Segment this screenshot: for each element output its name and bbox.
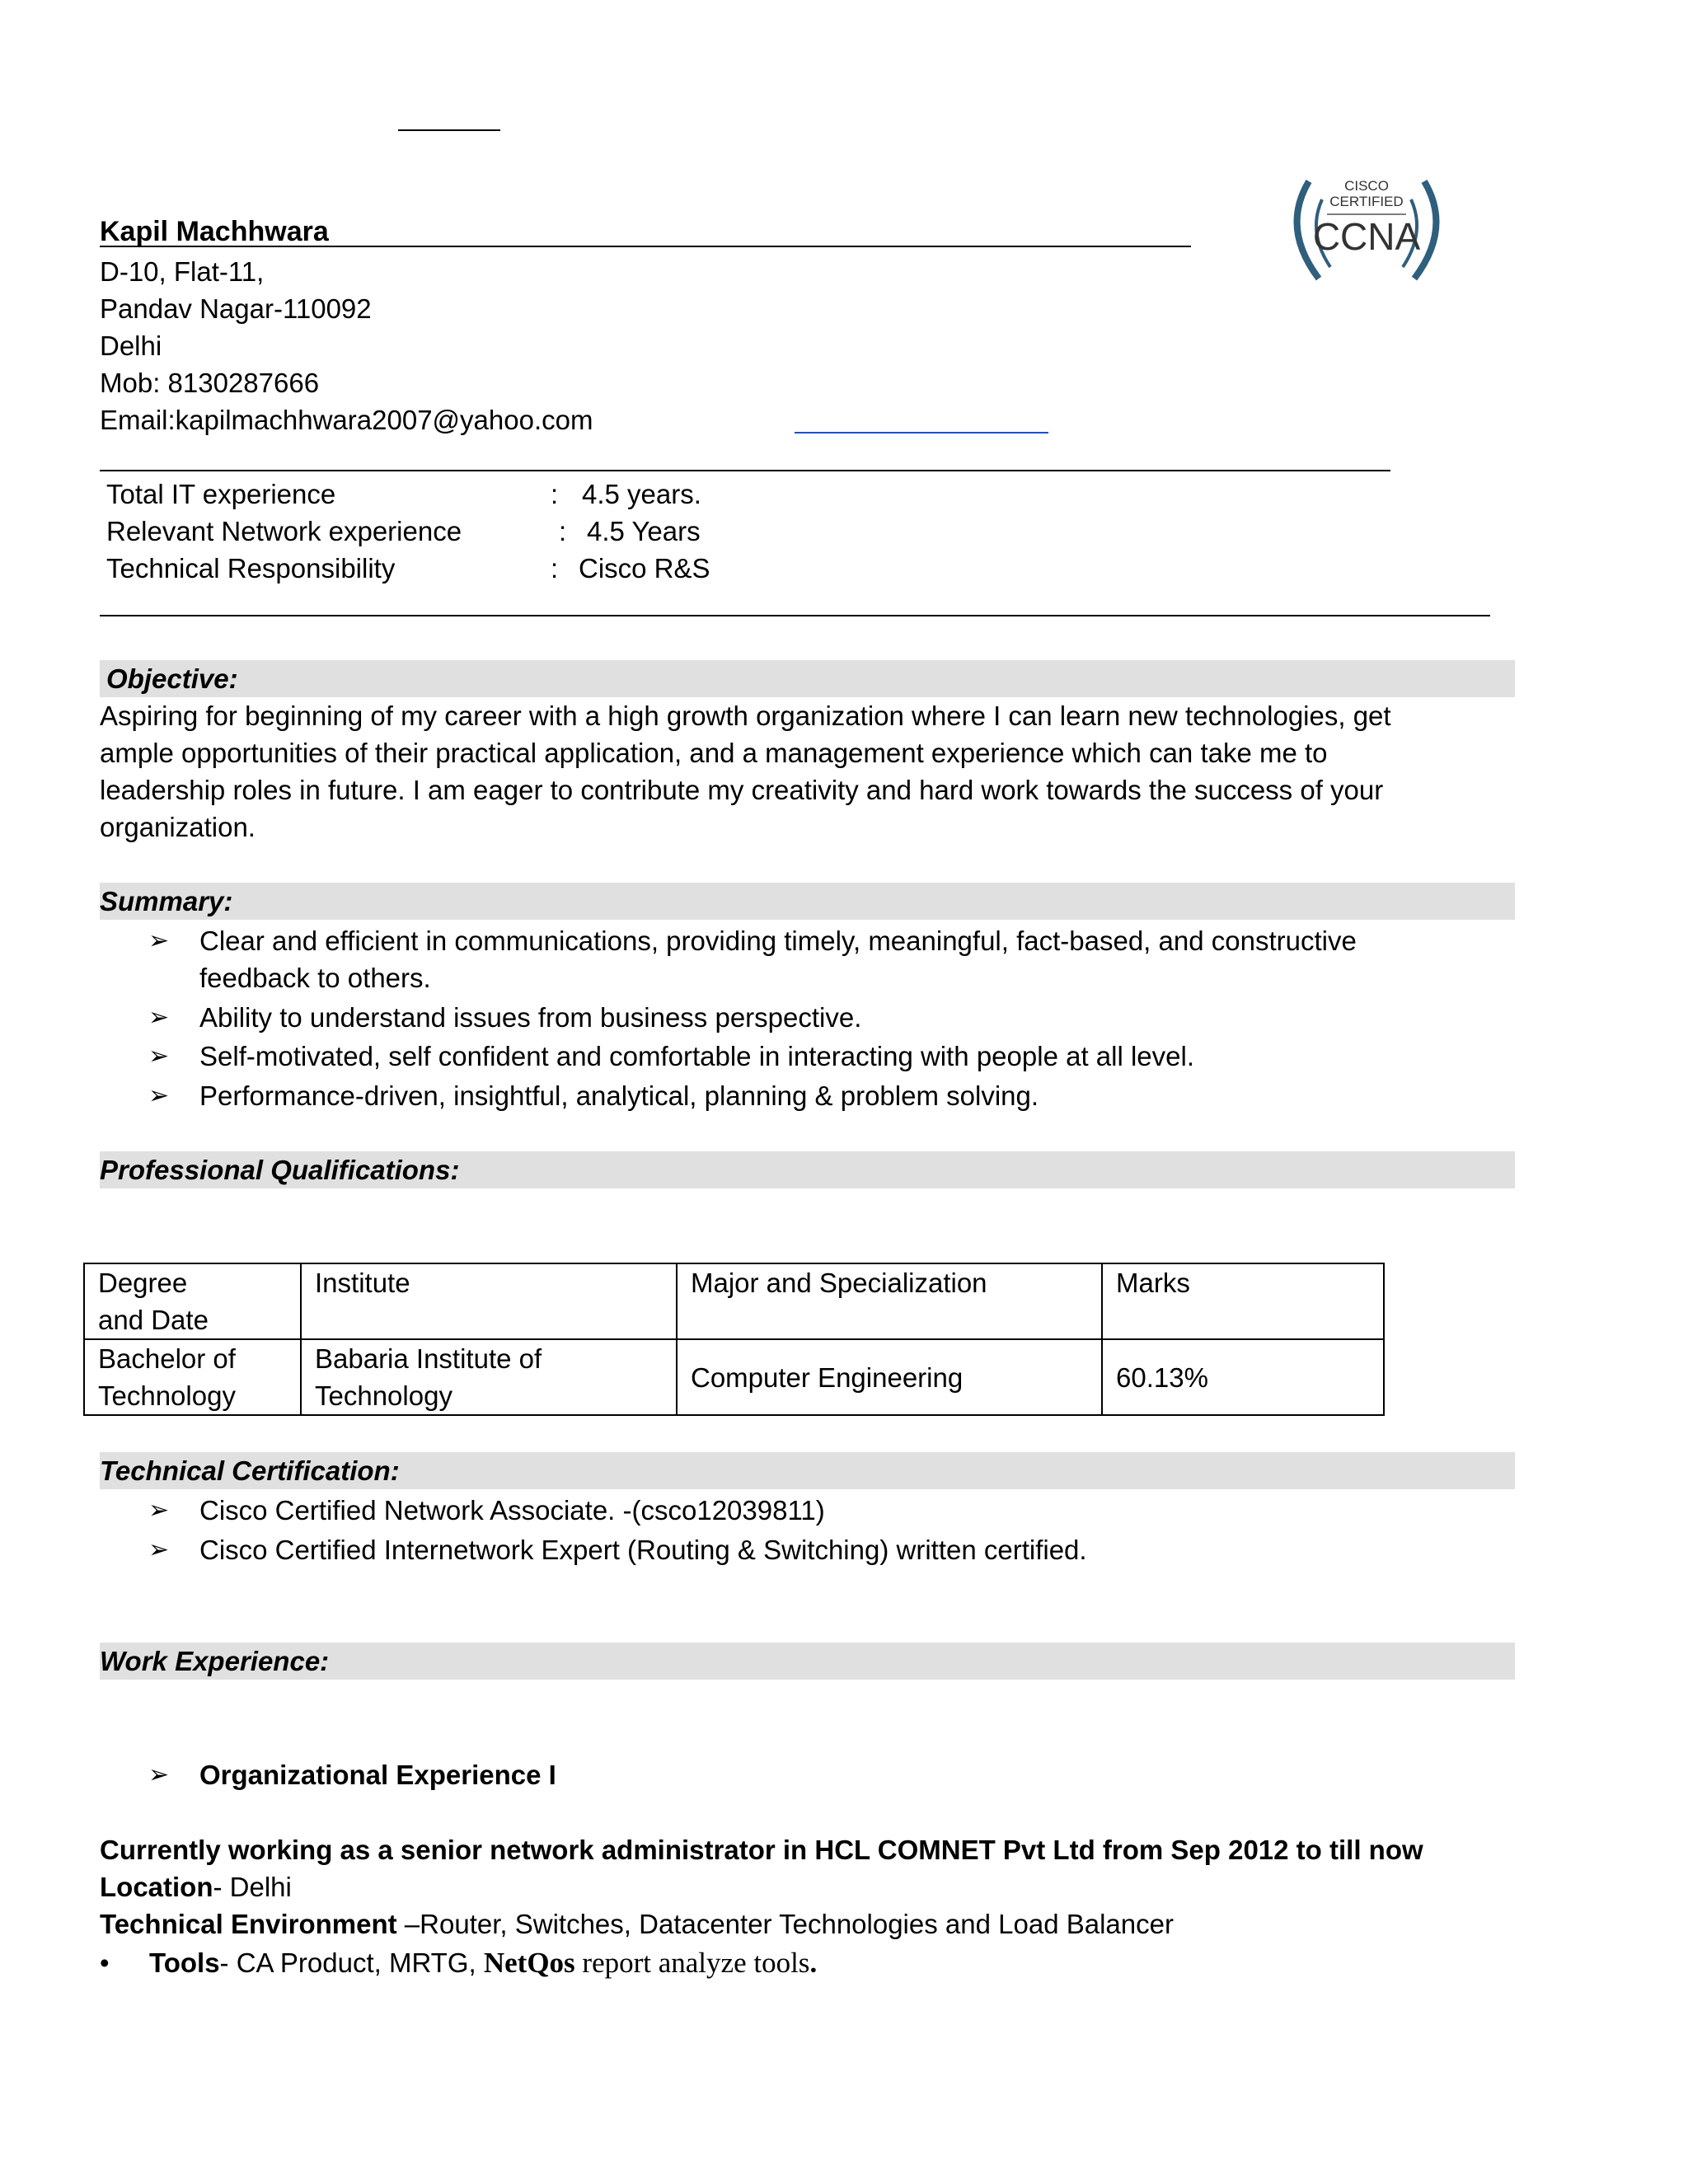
certification-item-text: Cisco Certified Internetwork Expert (Routing & Switching) written certified. xyxy=(199,1535,1087,1565)
address-line-1: D-10, Flat-11, xyxy=(100,256,265,287)
work-heading-bar xyxy=(100,1643,1515,1680)
header-degree xyxy=(84,1263,301,1339)
stat-value-network: 4.5 Years xyxy=(587,516,701,546)
name-underline xyxy=(100,246,1191,247)
candidate-name: Kapil Machhwara xyxy=(100,216,329,247)
tools-line xyxy=(100,1944,817,1981)
header-degree-line: Degree xyxy=(98,1268,188,1298)
stats-divider xyxy=(100,615,1490,616)
qualifications-heading: Professional Qualifications: xyxy=(100,1155,460,1185)
certification-heading: Technical Certification: xyxy=(100,1455,400,1486)
objective-line-1: Aspiring for beginning of my career with a high growth organization where I can learn new technologies, get xyxy=(100,701,1391,731)
cell-marks xyxy=(1102,1339,1384,1415)
tech-environment-line xyxy=(100,1905,1174,1943)
header-major-text: Major and Specialization xyxy=(691,1268,987,1298)
objective-heading-bar xyxy=(100,660,1515,697)
header-institute-text: Institute xyxy=(315,1268,410,1298)
org-experience-title: Organizational Experience I xyxy=(199,1760,556,1790)
tech-environment-value: –Router, Switches, Datacenter Technologies and Load Balancer xyxy=(396,1909,1174,1939)
arrow-bullet-icon: ➢ xyxy=(148,1004,170,1031)
header-institute xyxy=(301,1263,677,1339)
summary-item-text: feedback to others. xyxy=(199,963,431,993)
round-bullet-icon: • xyxy=(100,1947,110,1978)
summary-item-text: Self-motivated, self confident and comfortable in interacting with people at all level. xyxy=(199,1041,1194,1071)
arrow-bullet-icon: ➢ xyxy=(148,927,170,954)
tools-netqos: NetQos xyxy=(483,1947,575,1979)
arrow-bullet-icon: ➢ xyxy=(148,1536,170,1563)
arrow-bullet-icon: ➢ xyxy=(148,1761,170,1788)
current-position: Currently working as a senior network administrator in HCL COMNET Pvt Ltd from Sep 2012 to till now xyxy=(100,1835,1423,1865)
cell-major xyxy=(677,1339,1102,1415)
tools-value: - CA Product, MRTG, xyxy=(219,1947,484,1978)
contact-divider xyxy=(100,470,1390,471)
summary-item-text: Clear and efficient in communications, providing timely, meaningful, fact-based, and constructive xyxy=(199,926,1357,956)
stat-label-network: Relevant Network experience xyxy=(106,516,462,546)
stat-label-total: Total IT experience xyxy=(106,479,336,509)
header-marks-text: Marks xyxy=(1116,1268,1190,1298)
summary-heading: Summary: xyxy=(100,886,233,916)
cell-major-text: Computer Engineering xyxy=(691,1361,964,1393)
objective-line-3: leadership roles in future. I am eager to contribute my creativity and hard work towards the success of your xyxy=(100,775,1384,805)
table-header-row xyxy=(84,1263,1384,1339)
certification-item-text: Cisco Certified Network Associate. -(csco12039811) xyxy=(199,1495,825,1526)
email-address[interactable]: Email:kapilmachhwara2007@yahoo.com xyxy=(100,405,593,435)
stat-label-responsibility: Technical Responsibility xyxy=(106,553,396,583)
tools-end: . xyxy=(809,1947,818,1979)
summary-item-text: Performance-driven, insightful, analytical, planning & problem solving. xyxy=(199,1080,1039,1111)
table-row xyxy=(84,1339,1384,1415)
cell-marks-text: 60.13% xyxy=(1116,1361,1208,1393)
location-value: - Delhi xyxy=(213,1872,292,1902)
certification-heading-bar xyxy=(100,1452,1515,1489)
objective-line-4: organization. xyxy=(100,812,256,842)
tools-label: Tools xyxy=(149,1947,220,1978)
summary-heading-bar xyxy=(100,883,1515,920)
arrow-bullet-icon: ➢ xyxy=(148,1497,170,1524)
address-line-3: Delhi xyxy=(100,330,162,361)
stat-value-responsibility: Cisco R&S xyxy=(579,553,710,583)
tools-tail: report analyze tools xyxy=(574,1947,810,1979)
link-underline xyxy=(795,432,1048,434)
tech-environment-label: Technical Environment xyxy=(100,1909,397,1939)
qualifications-table xyxy=(83,1263,1385,1416)
stat-sep-network: : xyxy=(559,516,567,546)
stat-sep-total: : xyxy=(551,479,559,509)
logo-cisco-text: CISCO xyxy=(1344,178,1389,194)
cell-institute-line: Technology xyxy=(315,1380,452,1411)
cell-institute xyxy=(301,1339,677,1415)
stat-sep-responsibility: : xyxy=(551,553,559,583)
location-line xyxy=(100,1868,292,1905)
header-marks xyxy=(1102,1263,1384,1339)
summary-item-text: Ability to understand issues from business perspective. xyxy=(199,1002,862,1033)
cell-degree-line: Bachelor of xyxy=(98,1343,236,1374)
header-major xyxy=(677,1263,1102,1339)
ccna-logo xyxy=(1286,175,1447,282)
cell-institute-line: Babaria Institute of xyxy=(315,1343,542,1374)
mobile-number: Mob: 8130287666 xyxy=(100,368,320,398)
logo-certified-text: CERTIFIED xyxy=(1329,194,1404,209)
location-label: Location xyxy=(100,1872,213,1902)
stat-value-total: 4.5 years. xyxy=(582,479,701,509)
arrow-bullet-icon: ➢ xyxy=(148,1043,170,1070)
qualifications-heading-bar xyxy=(100,1151,1515,1188)
cell-degree xyxy=(84,1339,301,1415)
header-degree-line: and Date xyxy=(98,1305,209,1335)
objective-heading: Objective: xyxy=(106,663,238,694)
cell-degree-line: Technology xyxy=(98,1380,236,1411)
objective-line-2: ample opportunities of their practical application, and a management experience which can take me to xyxy=(100,738,1328,768)
logo-ccna-text: CCNA xyxy=(1312,215,1421,258)
top-short-rule xyxy=(398,129,500,131)
address-line-2: Pandav Nagar-110092 xyxy=(100,293,372,324)
arrow-bullet-icon: ➢ xyxy=(148,1082,170,1109)
work-heading: Work Experience: xyxy=(100,1646,330,1676)
